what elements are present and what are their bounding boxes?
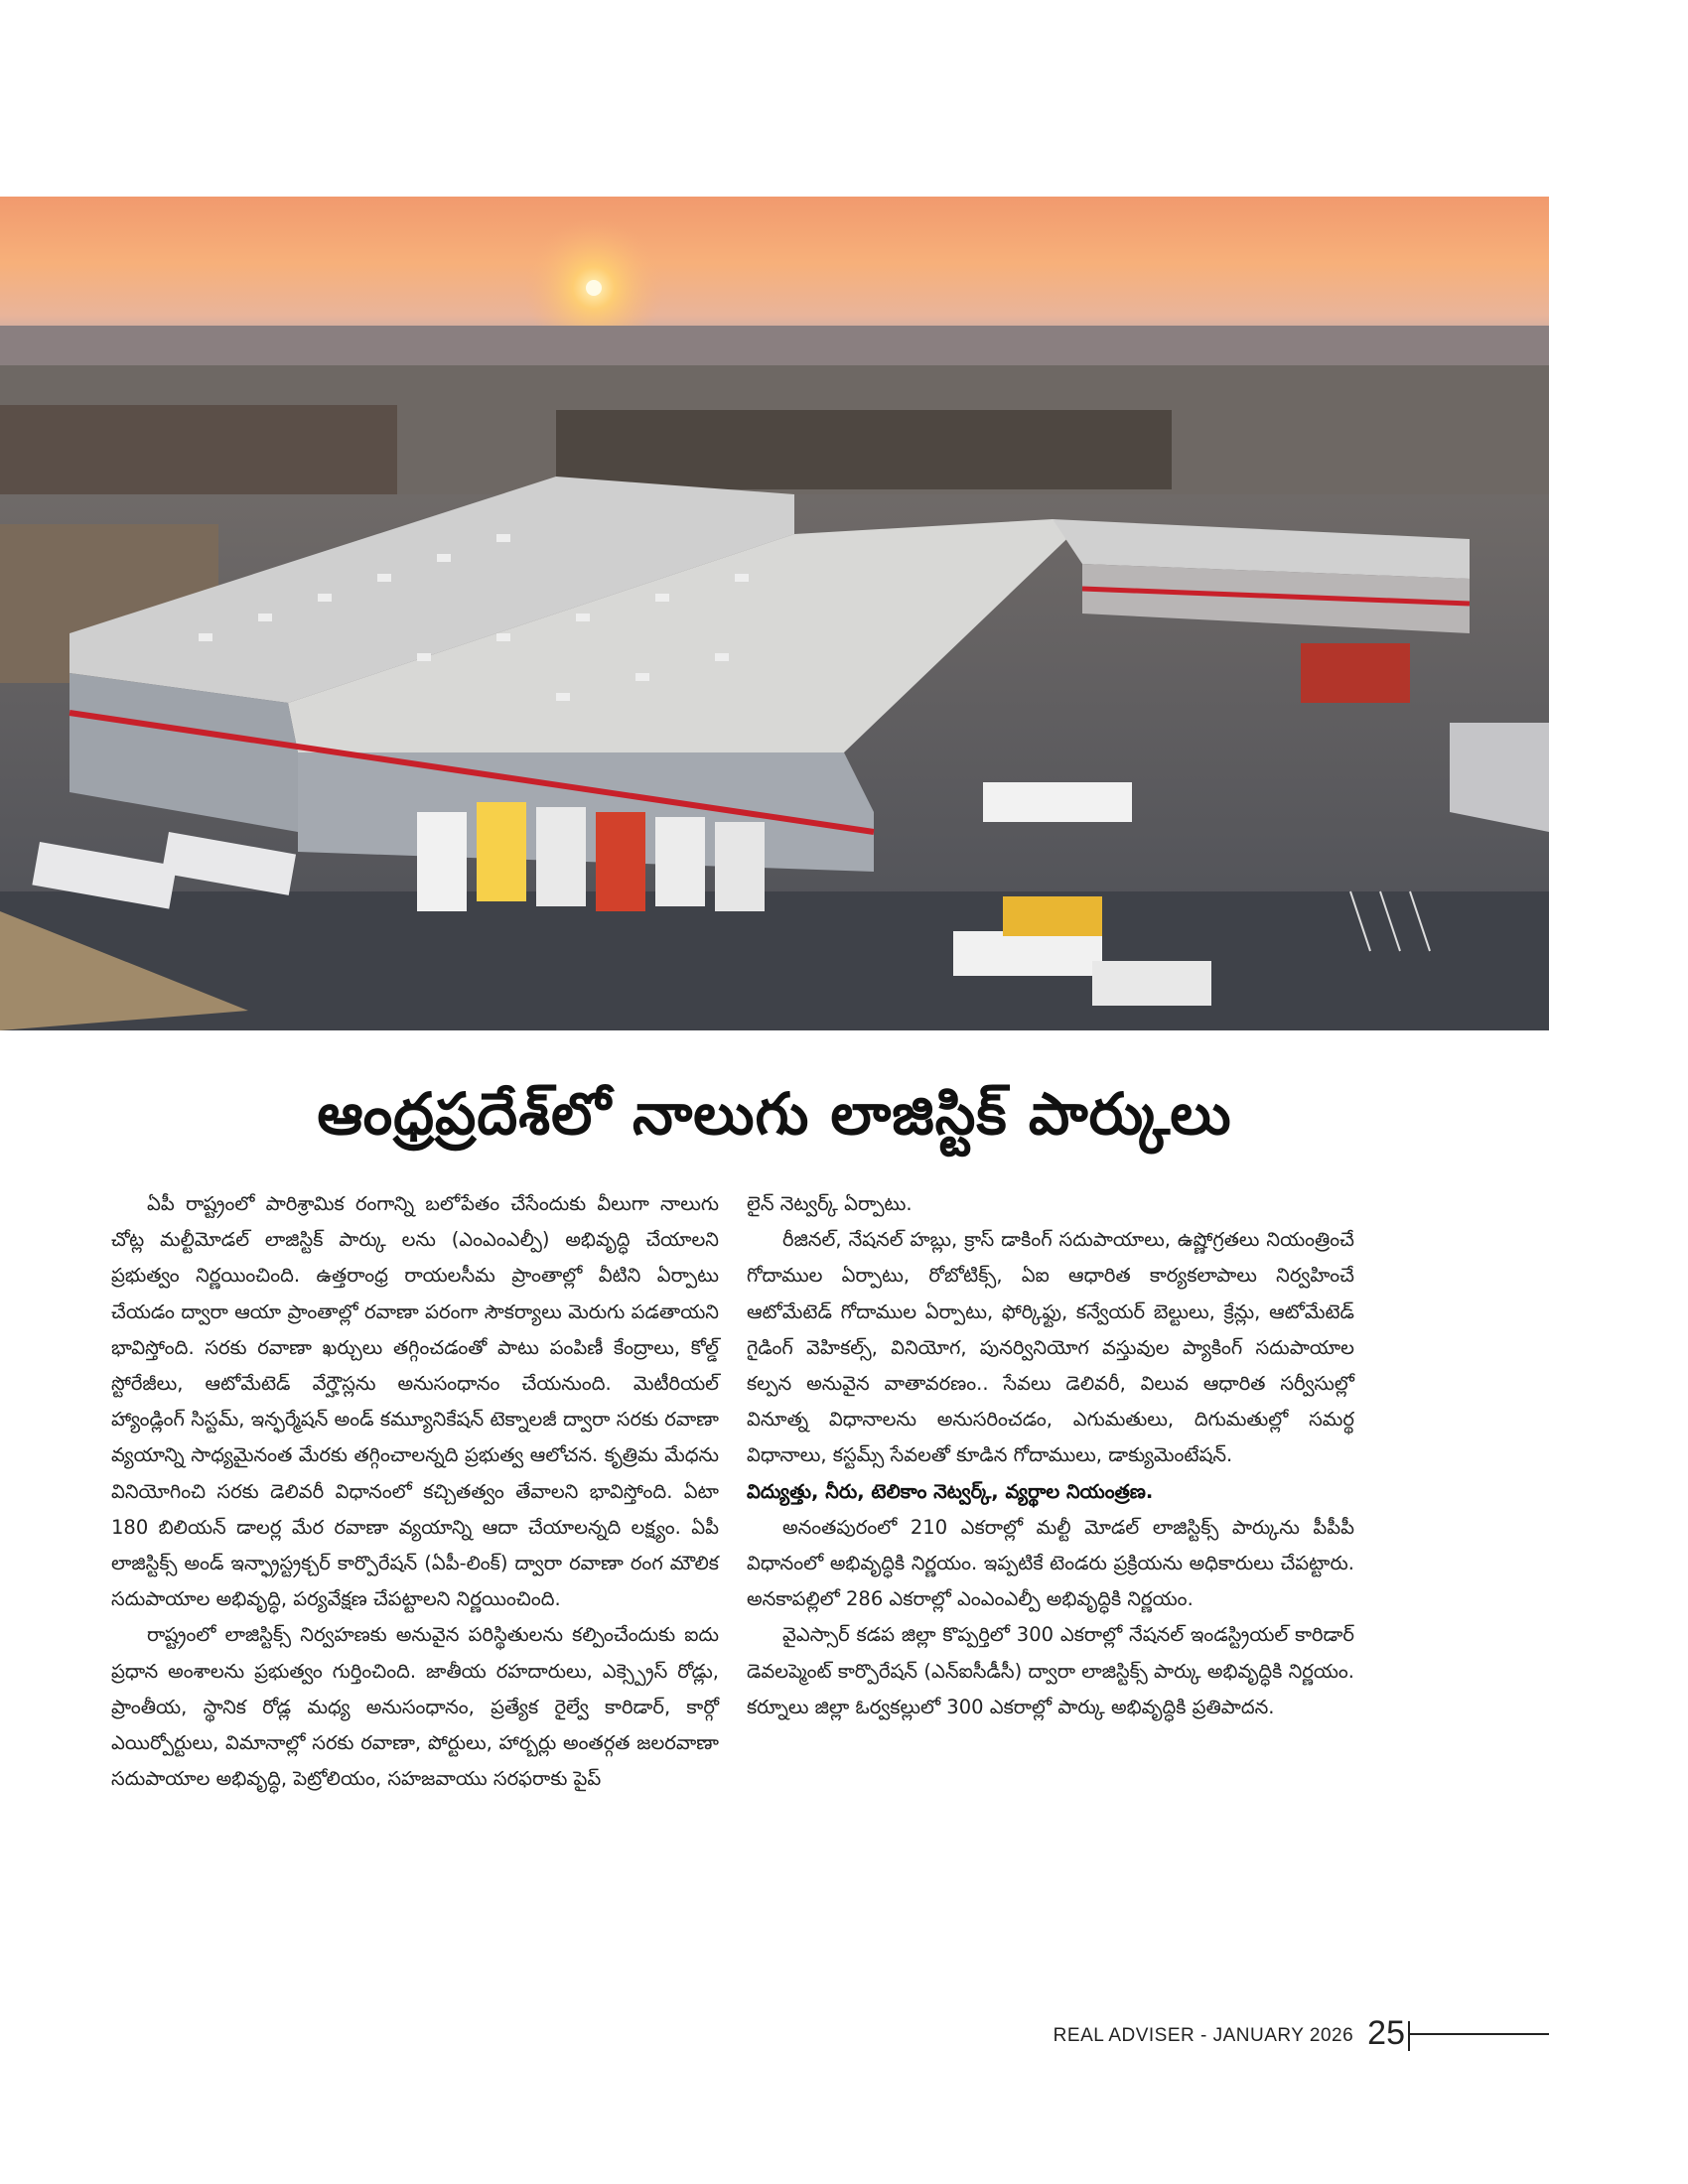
subheading: విద్యుత్తు, నీరు, టెలికాం నెట్వర్క్, వ్యర్థాల నియంత్రణ. (747, 1479, 1154, 1503)
hero-photo (0, 197, 1549, 1030)
paragraph: అనంతపురంలో 210 ఎకరాల్లో మల్టీ మోడల్ లాజిస్టిక్స్ పార్కును పీపీపీ విధానంలో అభివృద్ధికి నిర్ణయం. ఇప్పటికే టెండరు ప్రక్రియను అధికారులు చేపట్టారు. అనకాపల్లిలో 286 ఎకరాల్లో ఎంఎంఎల్పీ అభివృద్ధికి నిర్ణయం. (747, 1515, 1354, 1611)
paragraph: రాష్ట్రంలో లాజిస్టిక్స్ నిర్వహణకు అనువైన పరిస్థితులను కల్పించేందుకు ఐదు ప్రధాన అంశాలను ప్రభుత్వం గుర్తించింది. జాతీయ రహదారులు, ఎక్స్ప్రెస్ రోడ్లు, ప్రాంతీయ, స్థానిక రోడ్ల మధ్య అనుసంధానం, ప్రత్యేక రైల్వే కారిడార్, కార్గో ఎయిర్పోర్టులు, విమానాల్లో సరకు రవాణా, పోర్టులు, హార్బర్లు అంతర్గత జలరవాణా సదుపాయాల అభివృద్ధి, పెట్రోలియం, సహజవాయు సరఫరాకు పైప్ (111, 1623, 719, 1791)
article-column-left (111, 1186, 719, 1797)
article-column-right (747, 1186, 1354, 1725)
page-number: 25 (1367, 2014, 1405, 2052)
footer-divider (1408, 2021, 1410, 2051)
page-footer (1054, 2015, 1549, 2051)
paragraph: రీజినల్, నేషనల్ హబ్లు, క్రాస్ డాకింగ్ సదుపాయాలు, ఉష్ణోగ్రతలు నియంత్రించే గోదాముల ఏర్పాటు, రోబోటిక్స్, ఏఐ ఆధారిత కార్యకలాపాలు నిర్వహించే ఆటోమేటెడ్ గోదాముల ఏర్పాటు, ఫోర్కిఫ్టు, కన్వేయర్ బెల్టులు, క్రేన్లు, ఆటోమేటెడ్ గైడింగ్ వెహికల్స్, వినియోగ, పునర్వినియోగ వస్తువుల ప్యాకింగ్ సదుపాయాల కల్పన అనువైన వాతావరణం.. సేవలు డెలివరీ, విలువ ఆధారిత సర్వీసుల్లో వినూత్న విధానాలను అనుసరించడం, ఎగుమతులు, దిగుమతుల్లో సమర్థ విధానాలు, కస్టమ్స్ సేవలతో కూడిన గోదాములు, డాక్యుమెంటేషన్. (747, 1228, 1354, 1467)
logistics-park-aerial-photo (0, 197, 1549, 1030)
paragraph-continuation: లైన్ నెట్వర్క్ ఏర్పాటు. (747, 1192, 913, 1215)
paragraph: ఏపీ రాష్ట్రంలో పారిశ్రామిక రంగాన్ని బలోపేతం చేసేందుకు వీలుగా నాలుగు చోట్ల మల్టీమోడల్ లాజిస్టిక్ పార్కు లను (ఎంఎంఎల్పీ) అభివృద్ధి చేయాలని ప్రభుత్వం నిర్ణయించింది. ఉత్తరాంధ్ర రాయలసీమ ప్రాంతాల్లో వీటిని ఏర్పాటు చేయడం ద్వారా ఆయా ప్రాంతాల్లో రవాణా పరంగా సౌకర్యాలు మెరుగు పడతాయని భావిస్తోంది. సరకు రవాణా ఖర్చులు తగ్గించడంతో పాటు పంపిణీ కేంద్రాలు, కోల్డ్ స్టోరేజీలు, ఆటోమేటెడ్ వేర్హౌస్లను అనుసంధానం చేయనుంది. మెటీరియల్ హ్యాండ్లింగ్ సిస్టమ్, ఇన్ఫర్మేషన్ అండ్ కమ్యూనికేషన్ టెక్నాలజీ ద్వారా సరకు రవాణా వ్యయాన్ని సాధ్యమైనంత మేరకు తగ్గించాలన్నది ప్రభుత్వ ఆలోచన. కృత్రిమ మేధను వినియోగించి సరకు డెలివరీ విధానంలో కచ్చితత్వం తేవాలని భావిస్తోంది. ఏటా 180 బిలియన్ డాలర్ల మేర రవాణా వ్యయాన్ని ఆదా చేయాలన్నది లక్ష్యం. ఏపీ లాజిస్టిక్స్ అండ్ ఇన్ఫ్రాస్ట్రక్చర్ కార్పొరేషన్ (ఏపీ-లింక్) ద్వారా రవాణా రంగ మౌలిక సదుపాయాల అభివృద్ధి, పర్యవేక్షణ చేపట్టాలని నిర్ణయించింది. (111, 1192, 719, 1611)
page-title: ఆంధ్రప్రదేశ్‌లో నాలుగు లాజిస్టిక్ పార్కులు (317, 1080, 1232, 1148)
paragraph: వైఎస్సార్ కడప జిల్లా కొప్పర్తిలో 300 ఎకరాల్లో నేషనల్ ఇండస్ట్రియల్ కారిడార్ డెవలప్మెంట్ కార్పొరేషన్ (ఎన్ఐసీడీసీ) ద్వారా లాజిస్టిక్స్ పార్కు అభివృద్ధికి నిర్ణయం. కర్నూలు జిల్లా ఓర్వకల్లులో 300 ఎకరాల్లో పార్కు అభివృద్ధికి ప్రతిపాదన. (747, 1623, 1354, 1718)
footer-rule (1410, 2033, 1549, 2035)
magazine-issue: REAL ADVISER - JANUARY 2026 (1053, 2025, 1354, 2046)
